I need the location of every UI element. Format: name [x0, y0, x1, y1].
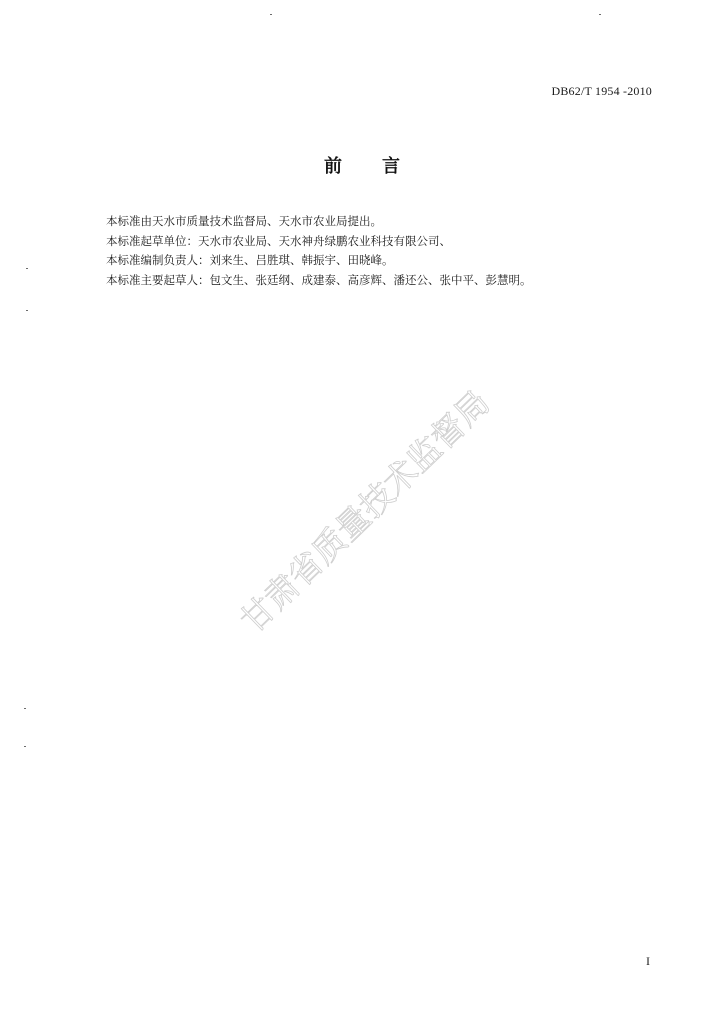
preface-line-responsible-persons: 本标准编制负责人：刘来生、吕胜琪、韩振宇、田晓峰。	[106, 253, 394, 267]
preface-line-main-drafters: 本标准主要起草人：包文生、张廷纲、成建泰、高彦辉、潘还公、张中平、彭慧明。	[106, 272, 532, 287]
preface-line-drafting-units: 本标准起草单位：天水市农业局、天水神舟绿鹏农业科技有限公司、	[106, 233, 451, 248]
scan-speck	[270, 14, 272, 15]
watermark: 甘肃省质量技术监督局	[232, 382, 498, 641]
preface-body	[106, 212, 666, 290]
title-char-2: 言	[382, 156, 400, 177]
scan-speck	[24, 746, 26, 747]
preface-line-proposer: 本标准由天水市质量技术监督局、天水市农业局提出。	[106, 214, 382, 228]
scan-speck	[24, 708, 26, 709]
page-title	[0, 152, 724, 178]
scan-speck	[26, 310, 28, 311]
title-char-1: 前	[324, 156, 342, 177]
standard-code: DB62/T 1954 -2010	[551, 84, 652, 98]
scan-speck	[26, 268, 28, 269]
scan-speck	[599, 14, 601, 15]
page-number: I	[646, 954, 650, 968]
